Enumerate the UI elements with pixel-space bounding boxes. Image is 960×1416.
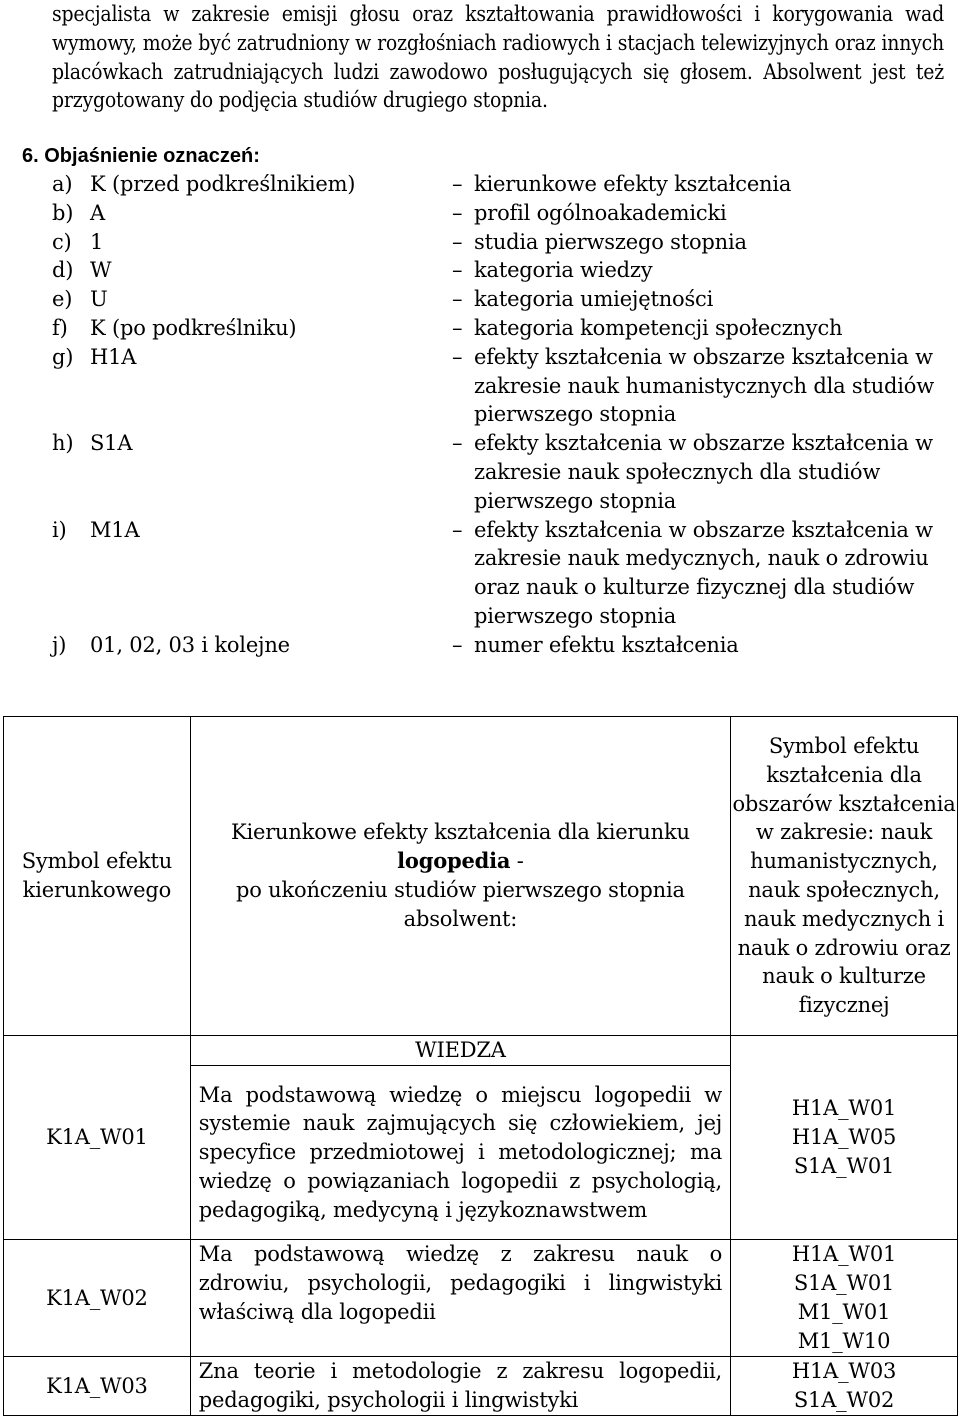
legend-key-text: 1 xyxy=(90,229,104,254)
area-ref-code: H1A_W01 xyxy=(791,1096,897,1121)
legend-value-text: kategoria kompetencji społecznych xyxy=(474,315,843,340)
legend-key-text: W xyxy=(90,258,112,283)
legend-item xyxy=(52,429,952,515)
legend-key-text: A xyxy=(90,200,105,225)
legend-letter: b) xyxy=(52,200,74,225)
legend-letter: i) xyxy=(52,517,67,542)
legend-value-text: efekty kształcenia w obszarze kształcenia w zakresie nauk medycznych, nauk o zdrowiu oraz nauk o kulturze fizycznej dla studiów pierwszego stopnia xyxy=(474,517,933,628)
section-heading xyxy=(22,141,260,171)
legend-item xyxy=(52,256,952,285)
legend-dash: – xyxy=(452,632,463,657)
legend-key xyxy=(52,228,452,257)
table-row-refs xyxy=(731,1036,958,1240)
legend-letter: a) xyxy=(52,172,73,196)
header-desc-line1: Kierunkowe efekty kształcenia dla kierunku xyxy=(230,820,690,845)
section-number: 6. xyxy=(22,145,39,167)
legend-item xyxy=(52,199,952,228)
legend-key-text: M1A xyxy=(90,517,140,542)
legend-key xyxy=(52,170,452,199)
legend-item xyxy=(52,314,952,343)
legend-key xyxy=(52,199,452,228)
legend-value xyxy=(452,429,952,515)
legend-value-text: efekty kształcenia w obszarze kształcenia w zakresie nauk humanistycznych dla studiów pierwszego stopnia xyxy=(474,344,934,427)
header-symbol-cell: Symbol efektu kierunkowego xyxy=(4,717,191,1036)
legend-value-text: profil ogólnoakademicki xyxy=(474,200,727,225)
field-name-suffix: - xyxy=(510,849,524,874)
legend-key xyxy=(52,314,452,343)
legend-dash: – xyxy=(452,287,463,312)
legend-dash: – xyxy=(452,344,463,369)
legend-letter: h) xyxy=(52,431,74,456)
area-ref-code: S1A_W01 xyxy=(793,1153,895,1178)
table-row xyxy=(4,1240,958,1357)
table-row-code: K1A_W01 xyxy=(4,1036,191,1240)
table-row-refs xyxy=(731,1240,958,1357)
legend-value xyxy=(452,631,952,660)
legend-key-text: S1A xyxy=(90,431,133,456)
table-row xyxy=(4,1357,958,1416)
legend-value-text: kategoria umiejętności xyxy=(474,287,714,312)
header-description-cell xyxy=(190,717,730,1036)
legend-value xyxy=(452,285,952,314)
table-row-code: K1A_W03 xyxy=(4,1357,191,1416)
legend-dash: – xyxy=(452,258,463,283)
header-desc-line2 xyxy=(191,847,730,876)
legend-letter: c) xyxy=(52,229,72,254)
legend-value xyxy=(452,199,952,228)
legend-key-text: U xyxy=(90,287,108,312)
legend-dash: – xyxy=(452,517,463,542)
legend-value-text: efekty kształcenia w obszarze kształcenia w zakresie nauk społecznych dla studiów pierwszego stopnia xyxy=(474,431,933,513)
legend-value-text: studia pierwszego stopnia xyxy=(474,229,747,254)
legend-item xyxy=(52,516,952,631)
section-row xyxy=(4,1036,958,1066)
legend-key xyxy=(52,516,452,631)
legend-value-text: kierunkowe efekty kształcenia xyxy=(474,172,792,196)
legend-key-text: H1A xyxy=(90,344,137,369)
legend-value xyxy=(452,314,952,343)
legend-value xyxy=(452,170,952,199)
legend-item xyxy=(52,631,952,660)
legend-letter: g) xyxy=(52,344,74,369)
area-ref-code: H1A_W01 xyxy=(791,1242,897,1267)
legend-key-text: 01, 02, 03 i kolejne xyxy=(90,632,290,657)
legend-value xyxy=(452,256,952,285)
legend-key-text: K (przed podkreślnikiem) xyxy=(90,172,356,196)
legend-key xyxy=(52,343,452,429)
legend-list xyxy=(52,170,952,660)
legend-dash: – xyxy=(452,431,463,456)
legend-key xyxy=(52,285,452,314)
intro-paragraph: specjalista w zakresie emisji głosu oraz kształtowania prawidłowości i korygowania wad wymowy, może być zatrudniony w rozgłośniach radiowych i stacjach telewizyjnych oraz innych placówkach zatrudniających ludzi zawodowo posługujących się głosem. Absolwent jest też przygotowany do podjęcia studiów drugiego stopnia. xyxy=(52,2,944,113)
table-row-code: K1A_W02 xyxy=(4,1240,191,1357)
legend-letter: e) xyxy=(52,287,73,312)
legend-item xyxy=(52,285,952,314)
legend-letter: f) xyxy=(52,315,68,340)
header-desc-line4: absolwent: xyxy=(403,906,518,931)
area-ref-code: H1A_W05 xyxy=(791,1125,897,1150)
area-ref-code: S1A_W01 xyxy=(793,1271,895,1296)
header-desc-line3: po ukończeniu studiów pierwszego stopnia xyxy=(236,878,685,902)
legend-key-text: K (po podkreślniku) xyxy=(90,315,297,340)
legend-key xyxy=(52,429,452,515)
section-title: Objaśnienie oznaczeń: xyxy=(44,145,260,167)
legend-value-text: numer efektu kształcenia xyxy=(474,632,739,657)
legend-dash: – xyxy=(452,229,463,254)
legend-key xyxy=(52,256,452,285)
legend-value xyxy=(452,516,952,631)
table-header-row xyxy=(4,717,958,1036)
legend-letter: d) xyxy=(52,258,74,283)
area-ref-code: M1_W01 xyxy=(797,1300,891,1324)
legend-key xyxy=(52,631,452,660)
area-ref-code: M1_W10 xyxy=(797,1328,891,1353)
section-label-wiedza: WIEDZA xyxy=(190,1036,730,1066)
table-row-text: Zna teorie i metodologie z zakresu logopedii, pedagogiki, psychologii i lingwistyki xyxy=(190,1357,730,1416)
legend-dash: – xyxy=(452,315,463,340)
table-row-refs xyxy=(731,1357,958,1416)
legend-dash: – xyxy=(452,200,463,225)
legend-letter: j) xyxy=(52,632,67,657)
area-ref-code: H1A_W03 xyxy=(791,1359,897,1384)
legend-dash: – xyxy=(452,172,463,196)
legend-value xyxy=(452,228,952,257)
legend-value xyxy=(452,343,952,429)
table-row-text: Ma podstawową wiedzę o miejscu logopedii w systemie nauk zajmujących się człowiekiem, jej specyfice przedmiotowej i metodologicznej; ma wiedzę o powiązaniach logopedii z psychologią, pedagogiką, medycyną i językoznawstwem xyxy=(190,1066,730,1240)
area-ref-code: S1A_W02 xyxy=(793,1388,895,1412)
table-row-text: Ma podstawową wiedzę z zakresu nauk o zdrowiu, psychologii, pedagogiki i lingwistyki właściwą dla logopedii xyxy=(190,1240,730,1357)
header-area-symbol-cell: Symbol efektu kształcenia dla obszarów kształcenia w zakresie: nauk humanistycznych, nauk społecznych, nauk medycznych i nauk o zdrowiu oraz nauk o kulturze fizycznej xyxy=(731,717,958,1036)
learning-outcomes-table xyxy=(3,716,958,1416)
legend-item xyxy=(52,228,952,257)
legend-item xyxy=(52,170,952,199)
legend-value-text: kategoria wiedzy xyxy=(474,258,653,283)
legend-item xyxy=(52,343,952,429)
field-name: logopedia xyxy=(397,848,511,874)
